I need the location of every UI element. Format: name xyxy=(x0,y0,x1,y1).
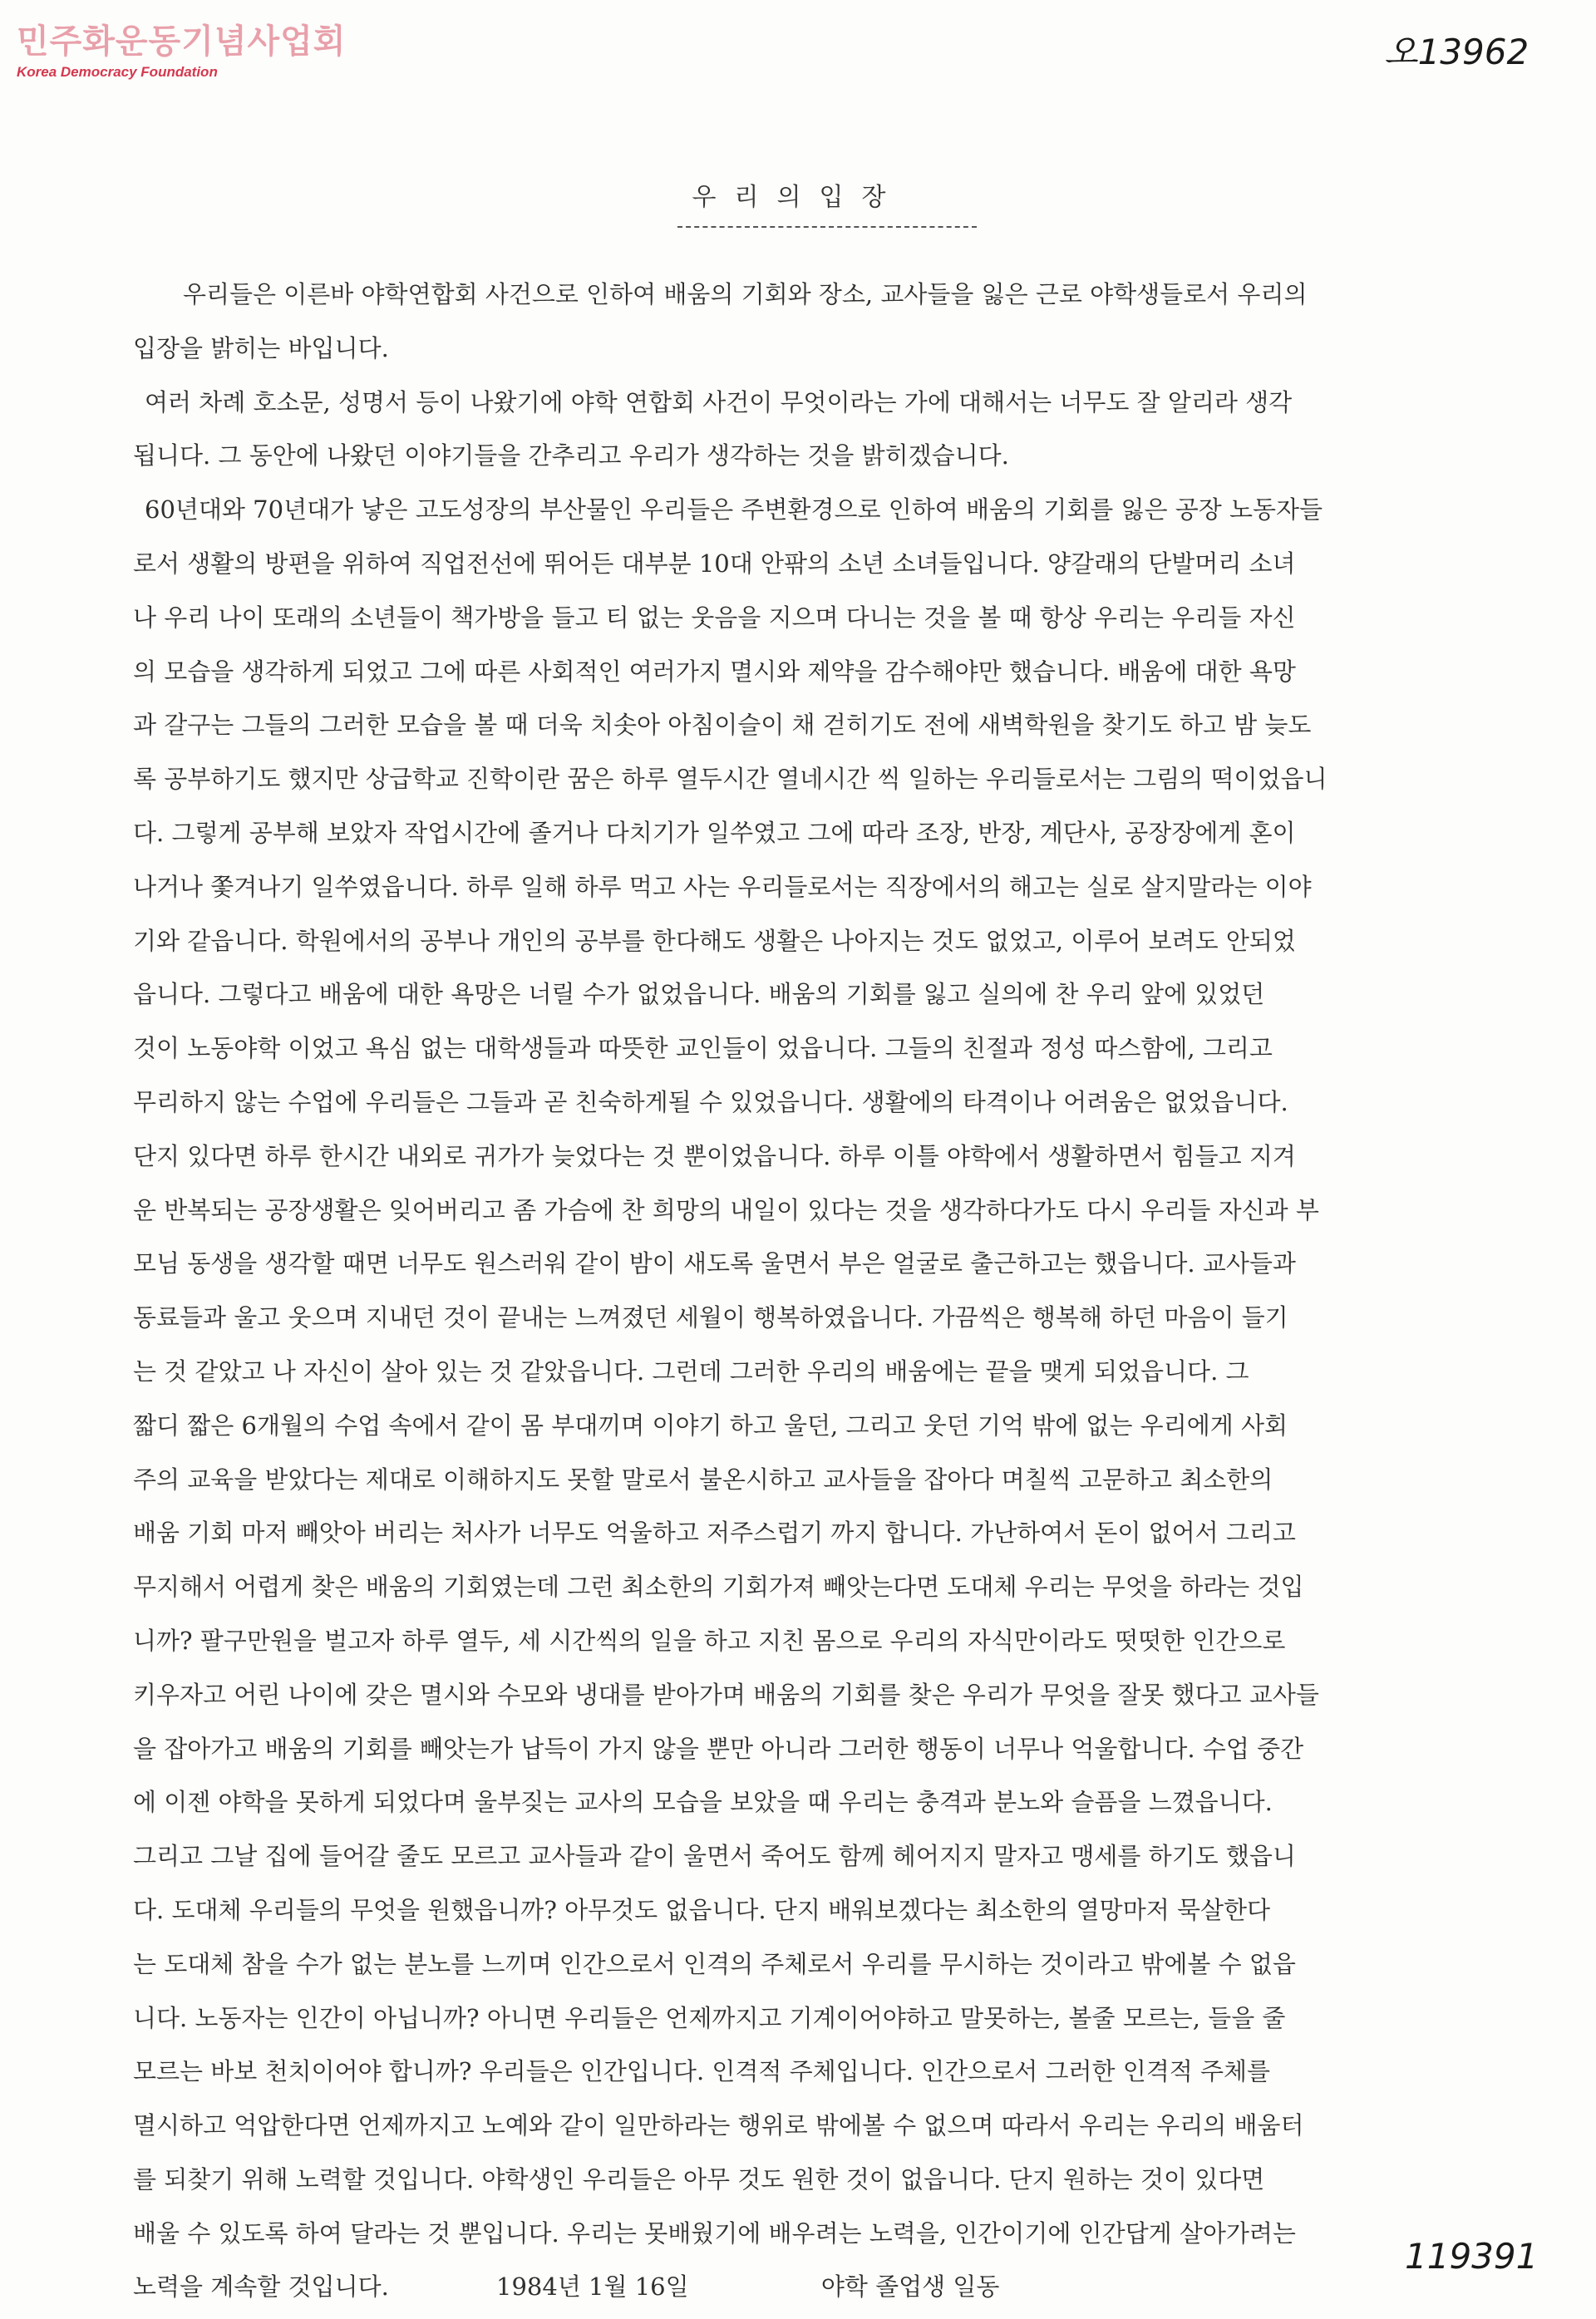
body-line: 다. 그렇게 공부해 보았자 작업시간에 졸거나 다치기가 일쑤였고 그에 따라 조장, 반장, 계단사, 공장장에게 혼이 xyxy=(133,818,1296,847)
body-line: 배울 수 있도록 하여 달라는 것 뿐입니다. 우리는 못배웠기에 배우려는 노력을, 인간이기에 인간답게 살아가려는 xyxy=(133,2218,1296,2248)
body-line: 나 우리 나이 또래의 소년들이 책가방을 들고 티 없는 웃음을 지으며 다니는 것을 볼 때 항상 우리는 우리들 자신 xyxy=(133,603,1296,632)
handwritten-doc-id-top: 오13962 xyxy=(1384,32,1530,72)
handwritten-doc-id-bottom: 119391 xyxy=(1405,2236,1539,2277)
body-line: 모님 동생을 생각할 때면 너무도 원스러워 같이 밤이 새도록 울면서 부은 얼굴로 출근하고는 했읍니다. 교사들과 xyxy=(133,1249,1296,1278)
title-underline xyxy=(677,226,977,228)
body-line: 그리고 그날 집에 들어갈 줄도 모르고 교사들과 같이 울면서 죽어도 함께 헤어지지 말자고 맹세를 하기도 했읍니 xyxy=(133,1842,1296,1871)
foundation-watermark xyxy=(17,15,346,81)
body-line: 운 반복되는 공장생활은 잊어버리고 좀 가슴에 찬 희망의 내일이 있다는 것을 생각하다가도 다시 우리들 자신과 부 xyxy=(133,1195,1319,1224)
body-line: 됩니다. 그 동안에 나왔던 이야기들을 간추리고 우리가 생각하는 것을 밝히겠습니다. xyxy=(133,441,1009,470)
document-title: 우리의입장 xyxy=(692,183,904,212)
body-line: 것이 노동야학 이었고 욕심 없는 대학생들과 따뜻한 교인들이 었읍니다. 그들의 친절과 정성 따스함에, 그리고 xyxy=(133,1034,1273,1063)
watermark-name-en: Korea Democracy Foundation xyxy=(17,64,218,80)
body-line: 주의 교육을 받았다는 제대로 이해하지도 못할 말로서 불온시하고 교사들을 잡아다 며칠씩 고문하고 최소한의 xyxy=(133,1465,1273,1494)
body-line: 에 이젠 야학을 못하게 되었다며 울부짖는 교사의 모습을 보았을 때 우리는 충격과 분노와 슬픔을 느꼈읍니다. xyxy=(133,1788,1273,1817)
body-line: 읍니다. 그렇다고 배움에 대한 욕망은 너릴 수가 없었읍니다. 배움의 기회를 잃고 실의에 찬 우리 앞에 있었던 xyxy=(133,980,1265,1009)
body-line: 멸시하고 억압한다면 언제까지고 노예와 같이 일만하라는 행위로 밖에볼 수 없으며 따라서 우리는 우리의 배움터 xyxy=(133,2111,1304,2140)
body-line: 60년대와 70년대가 낳은 고도성장의 부산물인 우리들은 주변환경으로 인하여 배움의 기회를 잃은 공장 노동자들 xyxy=(145,495,1323,524)
body-line: 를 되찾기 위해 노력할 것입니다. 야학생인 우리들은 아무 것도 원한 것이 없읍니다. 단지 원하는 것이 있다면 xyxy=(133,2164,1265,2193)
body-line: 을 잡아가고 배움의 기회를 빼앗는가 납득이 가지 않을 뿐만 아니라 그러한 행동이 너무나 억울합니다. 수업 중간 xyxy=(133,1734,1304,1763)
body-line: 기와 같읍니다. 학원에서의 공부나 개인의 공부를 한다해도 생활은 나아지는 것도 없었고, 이루어 보려도 안되었 xyxy=(133,926,1296,955)
document-body xyxy=(133,268,1496,2314)
body-line: 의 모습을 생각하게 되었고 그에 따른 사회적인 여러가지 멸시와 제약을 감수해야만 했습니다. 배움에 대한 욕망 xyxy=(133,657,1296,686)
body-line: 니까? 팔구만원을 벌고자 하루 열두, 세 시간씩의 일을 하고 지친 몸으로 우리의 자식만이라도 떳떳한 인간으로 xyxy=(133,1626,1286,1655)
body-line: 나거나 쫓겨나기 일쑤였읍니다. 하루 일해 하루 먹고 사는 우리들로서는 직장에서의 해고는 실로 살지말라는 이야 xyxy=(133,872,1312,901)
body-line: 키우자고 어린 나이에 갖은 멸시와 수모와 냉대를 받아가며 배움의 기회를 찾은 우리가 무엇을 잘못 했다고 교사들 xyxy=(133,1680,1319,1709)
body-line: 는 도대체 참을 수가 없는 분노를 느끼며 인간으로서 인격의 주체로서 우리를 무시하는 것이라고 밖에볼 수 없읍 xyxy=(133,1949,1296,1978)
body-line: 배움 기회 마저 빼앗아 버리는 처사가 너무도 억울하고 저주스럽기 까지 합니다. 가난하여서 돈이 없어서 그리고 xyxy=(133,1519,1296,1548)
watermark-name-ko: 민주화운동기념사업회 xyxy=(17,22,347,61)
body-line: 짧디 짧은 6개월의 수업 속에서 같이 몸 부대끼며 이야기 하고 울던, 그리고 웃던 기억 밖에 없는 우리에게 사회 xyxy=(133,1411,1288,1440)
closing-text: 노력을 계속할 것입니다. xyxy=(133,2272,389,2302)
document-date: 1984년 1월 16일 xyxy=(496,2272,689,2302)
body-line: 다. 도대체 우리들의 무엇을 원했읍니까? 아무것도 없읍니다. 단지 배워보겠다는 최소한의 열망마저 묵살한다 xyxy=(133,1895,1271,1924)
body-line: 입장을 밝히는 바입니다. xyxy=(133,333,389,362)
body-line: 과 갈구는 그들의 그러한 모습을 볼 때 더욱 치솟아 아침이슬이 채 걷히기도 전에 새벽학원을 찾기도 하고 밤 늦도 xyxy=(133,711,1312,740)
body-line: 무지해서 어렵게 찾은 배움의 기회였는데 그런 최소한의 기회가져 빼앗는다면 도대체 우리는 무엇을 하라는 것입 xyxy=(133,1573,1304,1602)
body-line: 로서 생활의 방편을 위하여 직업전선에 뛰어든 대부분 10대 안팎의 소년 소녀들입니다. 양갈래의 단발머리 소녀 xyxy=(133,549,1296,578)
body-line: 니다. 노동자는 인간이 아닙니까? 아니면 우리들은 언제까지고 기계이어야하고 말못하는, 볼줄 모르는, 들을 줄 xyxy=(133,2003,1286,2032)
body-line: 여러 차례 호소문, 성명서 등이 나왔기에 야학 연합회 사건이 무엇이라는 가에 대해서는 너무도 잘 알리라 생각 xyxy=(145,387,1293,416)
closing-line xyxy=(133,2260,1496,2314)
document-author: 야학 졸업생 일동 xyxy=(820,2272,1000,2302)
body-line: 모르는 바보 천치이어야 합니까? 우리들은 인간입니다. 인격적 주체입니다. 인간으로서 그러한 인격적 주체를 xyxy=(133,2057,1271,2086)
body-line: 록 공부하기도 했지만 상급학교 진학이란 꿈은 하루 열두시간 열네시간 씩 일하는 우리들로서는 그림의 떡이었읍니 xyxy=(133,765,1328,794)
body-line: 동료들과 울고 웃으며 지내던 것이 끝내는 느껴졌던 세월이 행복하였읍니다. 가끔씩은 행복해 하던 마음이 들기 xyxy=(133,1303,1288,1332)
body-line: 는 것 같았고 나 자신이 살아 있는 것 같았읍니다. 그런데 그러한 우리의 배움에는 끝을 맺게 되었읍니다. 그 xyxy=(133,1356,1249,1386)
body-line: 우리들은 이른바 야학연합회 사건으로 인하여 배움의 기회와 장소, 교사들을 잃은 근로 야학생들로서 우리의 xyxy=(183,280,1308,308)
body-line: 무리하지 않는 수업에 우리들은 그들과 곧 친숙하게될 수 있었읍니다. 생활에의 타격이나 어려움은 없었읍니다. xyxy=(133,1087,1288,1116)
body-line: 단지 있다면 하루 한시간 내외로 귀가가 늦었다는 것 뿐이었읍니다. 하루 이틀 야학에서 생활하면서 힘들고 지겨 xyxy=(133,1141,1296,1170)
